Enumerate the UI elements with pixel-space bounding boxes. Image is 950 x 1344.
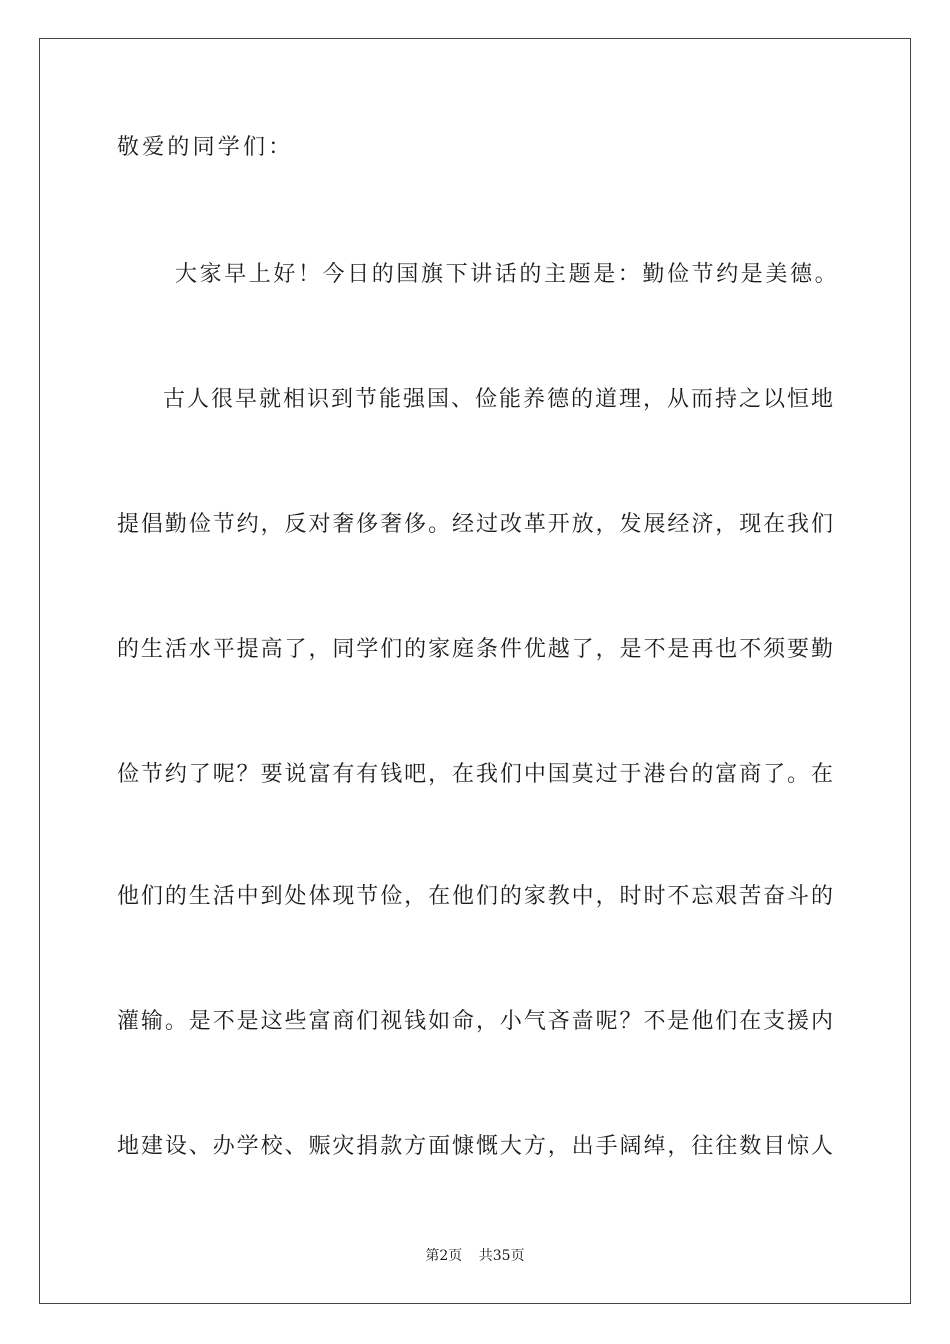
body-line-6: 灌输。是不是这些富商们视钱如命，小气吝啬呢？不是他们在支援内 [117,1009,833,1034]
body-line-2: 提倡勤俭节约，反对奢侈奢侈。经过改革开放，发展经济，现在我们 [117,512,833,537]
body-line-5: 他们的生活中到处体现节俭，在他们的家教中，时时不忘艰苦奋斗的 [117,884,833,909]
body-line-7: 地建设、办学校、赈灾捐款方面慷慨大方，出手阔绰，往往数目惊人 [117,1134,833,1159]
intro-line: 大家早上好！今日的国旗下讲话的主题是：勤俭节约是美德。 [175,262,840,287]
page-border [39,38,911,1304]
body-line-3: 的生活水平提高了，同学们的家庭条件优越了，是不是再也不须要勤 [117,637,833,662]
greeting-line: 敬爱的同学们： [117,135,294,160]
page-total: 共35页 [478,1248,525,1264]
body-line-4: 俭节约了呢？要说富有有钱吧，在我们中国莫过于港台的富商了。在 [117,762,833,787]
body-line-1: 古人很早就相识到节能强国、俭能养德的道理，从而持之以恒地 [163,387,833,412]
page-footer [0,1246,950,1266]
page-number: 第2页 [425,1248,463,1264]
